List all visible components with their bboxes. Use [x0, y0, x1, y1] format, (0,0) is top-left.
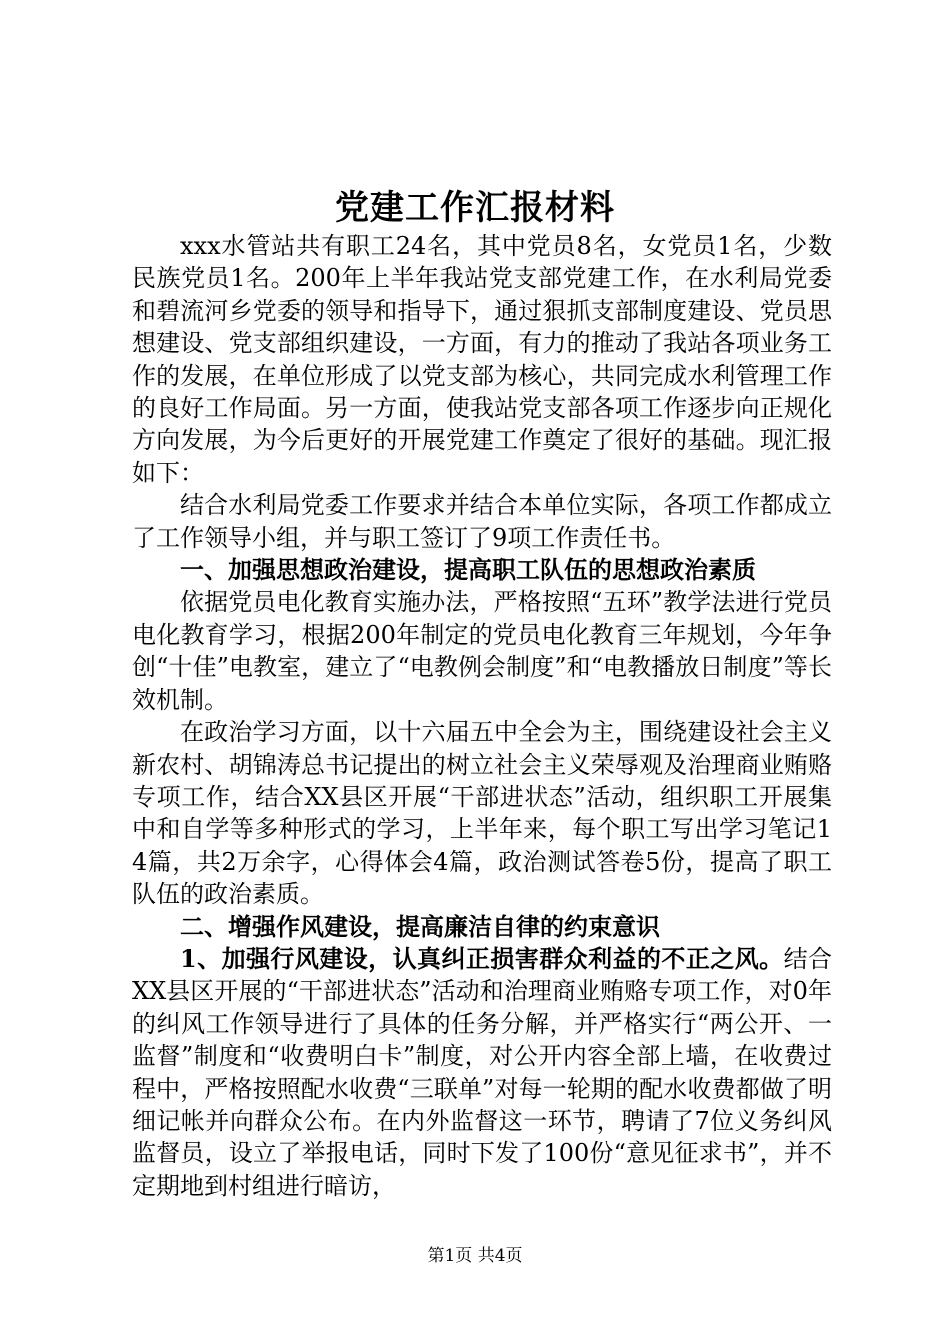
paragraph-e-education: 依据党员电化教育实施办法，严格按照“五环”教学法进行党员电化教育学习，根据200年制定的党员电化教育三年规划，今年争创“十佳”电教室，建立了“电教例会制度”和“电教播放日制度”等长效机制。	[132, 588, 832, 714]
page-footer: 第1页 共4页	[427, 1246, 523, 1266]
section-heading-1: 一、加强思想政治建设，提高职工队伍的思想政治素质	[180, 555, 756, 585]
paragraph-political-study: 在政治学习方面，以十六届五中全会为主，围绕建设社会主义新农村、胡锦涛总书记提出的树立社会主义荣辱观及治理商业贿赂专项工作，结合XX县区开展“干部进状态”活动，组织职工开展集中和自学等多种形式的学习，上半年来，每个职工写出学习笔记14篇，共2万余字，心得体会4篇，政治测试答卷5份，提高了职工队伍的政治素质。	[132, 718, 832, 909]
item-text: 结合XX县区开展的“干部进状态”活动和治理商业贿赂专项工作，对0年的纠风工作领导进行了具体的任务分解，并严格实行“两公开、一监督”制度和“收费明白卡”制度，对公开内容全部上墙，在收费过程中，严格按照配水收费“三联单”对每一轮期的配水收费都做了明细记帐并向群众公布。在内外监督这一环节，聘请了7位义务纠风监督员，设立了举报电话，同时下发了100份“意见征求书”，并不定期地到村组进行暗访，	[132, 944, 832, 1200]
paragraph-responsibility: 结合水利局党委工作要求并结合本单位实际，各项工作都成立了工作领导小组，并与职工签订了9项工作责任书。	[132, 491, 832, 552]
section-heading-2: 二、增强作风建设，提高廉洁自律的约束意识	[180, 911, 660, 941]
document-title: 党建工作汇报材料	[335, 188, 615, 228]
item-lead: 1、加强行风建设，认真纠正损害群众利益的不正之风。	[180, 943, 784, 973]
paragraph-intro: xxx水管站共有职工24名，其中党员8名，女党员1名，少数民族党员1名。200年上半年我站党支部党建工作，在水利局党委和碧流河乡党委的领导和指导下，通过狠抓支部制度建设、党员思想建设、党支部组织建设，一方面，有力的推动了我站各项业务工作的发展，在单位形成了以党支部为核心，共同完成水利管理工作的良好工作局面。另一方面，使我站党支部各项工作逐步向正规化方向发展，为今后更好的开展党建工作奠定了很好的基础。现汇报如下：	[132, 232, 832, 487]
document-body	[132, 230, 832, 1202]
paragraph-style-building	[132, 943, 832, 1202]
